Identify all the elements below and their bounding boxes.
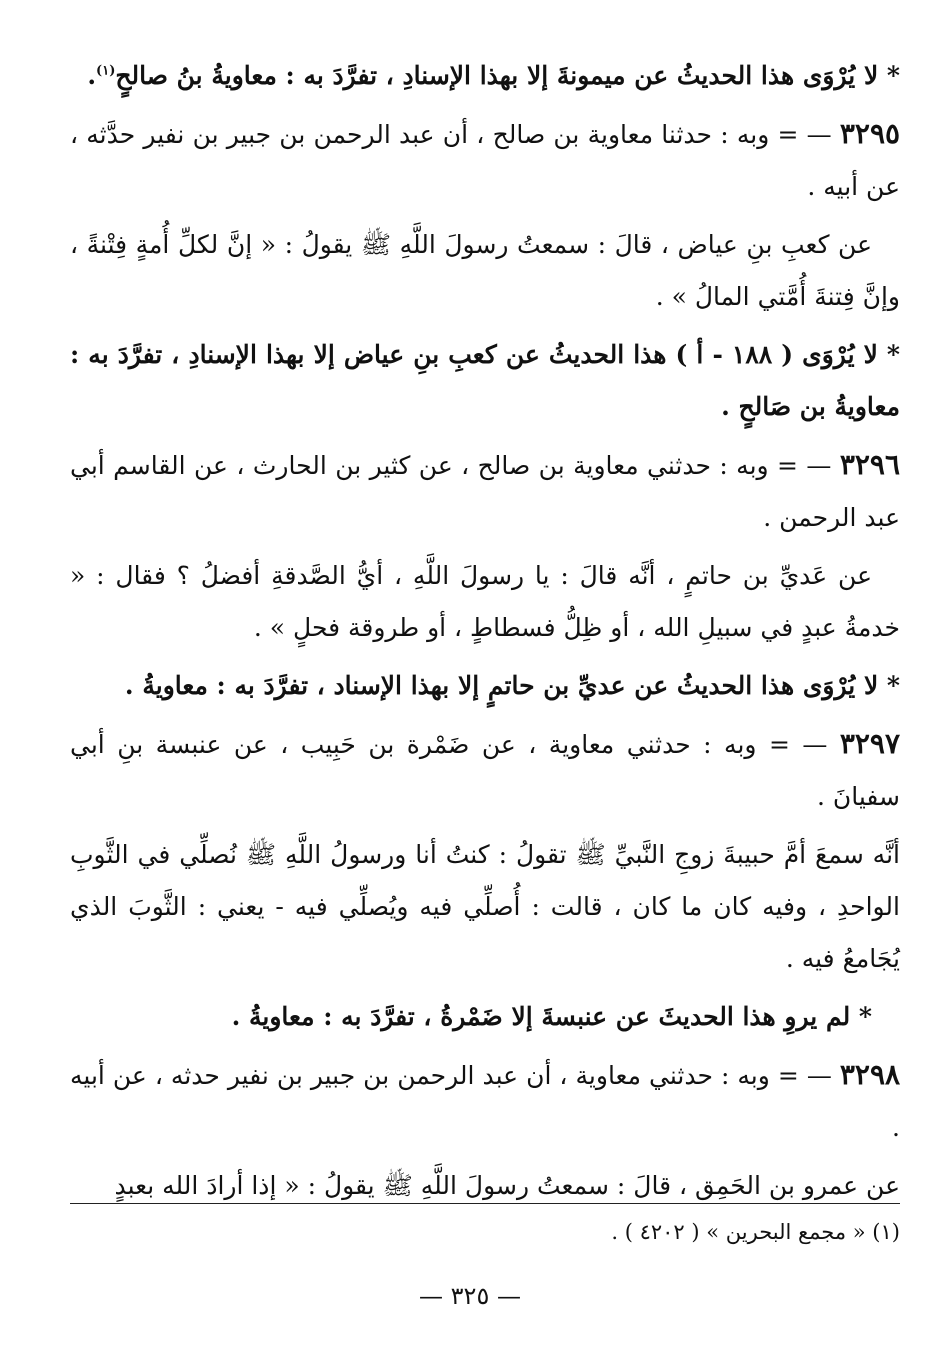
note-end: . <box>87 61 97 90</box>
page-number: — ٣٢٥ — <box>419 1282 521 1310</box>
hadith-number: ٣٢٩٦ <box>839 448 900 481</box>
hadith-text: — = وبه : حدثني معاوية بن صالح ، عن كثير بن الحارث ، عن القاسم أبي عبد الرحمن . <box>70 451 900 532</box>
hadith-paragraph <box>70 108 900 213</box>
body-paragraph: عن عمرو بن الحَمِق ، قالَ : سمعتُ رسولَ اللَّهِ ﷺ يقولُ : « إذا أرادَ الله بعبدٍ <box>114 1171 900 1200</box>
body-paragraph: أنَّه سمعَ أمَّ حبيبةَ زوجِ النَّبيِّ ﷺ تقولُ : كنتُ أنا ورسولُ اللَّهِ ﷺ نُصلِّي في الثَّوبِ الواحدِ ، وفيه كان ما كان ، قالت : أُصلِّي فيه ويُصلِّي فيه - يعني : الثَّوبَ الذي يُجَامعُ فيه . <box>70 840 900 973</box>
note-paragraph: * لا يُرْوَى ( ١٨٨ - أ ) هذا الحديثُ عن كعبِ بنِ عياض إلا بهذا الإسنادِ ، تفرَّدَ به : معاويةُ بن صَالحٍ . <box>70 340 900 421</box>
hadith-text: — = وبه : حدثنا معاوية بن صالح ، أن عبد الرحمن بن جبير بن نفير حدَّثه ، عن أبيه . <box>70 120 900 201</box>
note-text: * لا يُرْوَى هذا الحديثُ عن ميمونةَ إلا بهذا الإسنادِ ، تفرَّدَ به : معاويةُ بنُ صالحٍ <box>115 61 900 90</box>
hadith-text: — = وبه : حدثني معاوية ، أن عبد الرحمن بن جبير بن نفير حدثه ، عن أبيه . <box>70 1061 900 1142</box>
footnote: (١) « مجمع البحرين » ( ٤٢٠٢ ) . <box>611 1220 900 1244</box>
hadith-paragraph <box>70 439 900 544</box>
hadith-paragraph <box>70 718 900 823</box>
note-paragraph: * لم يروِ هذا الحديثَ عن عنبسةَ إلا ضَمْرةُ ، تفرَّدَ به : معاويةُ . <box>231 1002 872 1031</box>
body-paragraph: عن عَديِّ بن حاتمٍ ، أنَّه قالَ : يا رسولَ اللَّهِ ، أيُّ الصَّدقةِ أفضلُ ؟ فقال : « خدمةُ عبدٍ في سبيلِ الله ، أو ظِلُّ فسطاطٍ ، أو طروقة فحلٍ » . <box>70 561 900 642</box>
hadith-number: ٣٢٩٧ <box>839 727 900 760</box>
hadith-number: ٣٢٩٥ <box>839 117 901 150</box>
hadith-text: — = وبه : حدثني معاوية ، عن ضَمْرة بن حَبِيب ، عن عنبسة بنِ أبي سفيانَ . <box>70 730 900 811</box>
note-paragraph <box>70 50 900 102</box>
hadith-number: ٣٢٩٨ <box>839 1058 901 1091</box>
footnote-divider <box>70 1203 900 1204</box>
hadith-paragraph <box>70 1049 900 1154</box>
page-body <box>70 50 900 1218</box>
footnote-marker[interactable]: (١) <box>96 63 116 79</box>
body-paragraph: عن كعبِ بنِ عياض ، قالَ : سمعتُ رسولَ اللَّهِ ﷺ يقولُ : « إنَّ لكلِّ أُمةٍ فِتْنةً ، وإنَّ فِتنةَ أُمَّتي المالُ » . <box>70 230 900 311</box>
note-paragraph: * لا يُرْوَى هذا الحديثُ عن عديِّ بن حاتمٍ إلا بهذا الإسناد ، تفرَّدَ به : معاويةُ . <box>124 671 900 700</box>
